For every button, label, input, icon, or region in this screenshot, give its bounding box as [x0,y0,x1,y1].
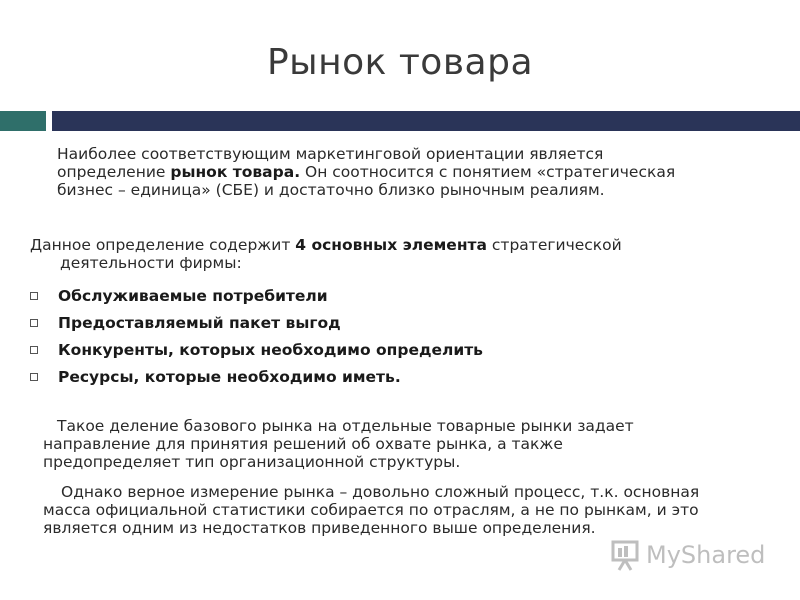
list-item-label: Обслуживаемые потребители [58,286,328,305]
watermark-text: MyShared [646,541,766,569]
paragraph-segmentation [43,417,757,471]
text-run: определение [57,163,171,181]
paragraph-line [30,236,622,254]
list-item-label: Конкуренты, которых необходимо определить [58,340,483,359]
paragraph-line: Наиболее соответствующим маркетинговой ориентации является [57,145,604,163]
square-bullet-icon [30,373,38,381]
square-bullet-icon [30,346,38,354]
text-run: Он соотносится с понятием «стратегическая [300,163,676,181]
paragraph-definition [57,145,747,199]
paragraph-line: деятельности фирмы: [60,254,242,272]
list-item [30,336,483,363]
elements-list [30,282,483,390]
square-bullet-icon [30,292,38,300]
list-item [30,282,483,309]
paragraph-line: бизнес – единица» (СБЕ) и достаточно близко рыночным реалиям. [57,181,605,199]
list-item [30,309,483,336]
text-run: стратегической [486,236,622,254]
presentation-board-icon [610,539,640,571]
paragraph-line: Такое деление базового рынка на отдельные товарные рынки задает [57,417,634,435]
text-run: Данное определение содержит [30,236,296,254]
paragraph-elements-intro [30,236,730,272]
list-item-label: Ресурсы, которые необходимо иметь. [58,367,401,386]
bold-term: рынок товара. [170,163,301,181]
list-item [30,363,483,390]
paragraph-line: предопределяет тип организационной структуры. [43,453,461,471]
paragraph-line: Однако верное измерение рынка – довольно сложный процесс, т.к. основная [61,483,700,501]
slide-title: Рынок товара [266,42,534,83]
paragraph-line: является одним из недостатков приведенного выше определения. [43,519,596,537]
paragraph-measurement [43,483,777,537]
list-item-label: Предоставляемый пакет выгод [58,313,341,332]
paragraph-line: масса официальной статистики собирается по отраслям, а не по рынкам, и это [43,501,699,519]
square-bullet-icon [30,319,38,327]
paragraph-line [57,163,747,181]
bold-term: 4 основных элемента [295,236,487,254]
title-accent-bar-left [0,111,46,131]
watermark [610,538,770,572]
paragraph-line: направление для принятия решений об охвате рынка, а также [43,435,563,453]
title-accent-bar-right [52,111,800,131]
